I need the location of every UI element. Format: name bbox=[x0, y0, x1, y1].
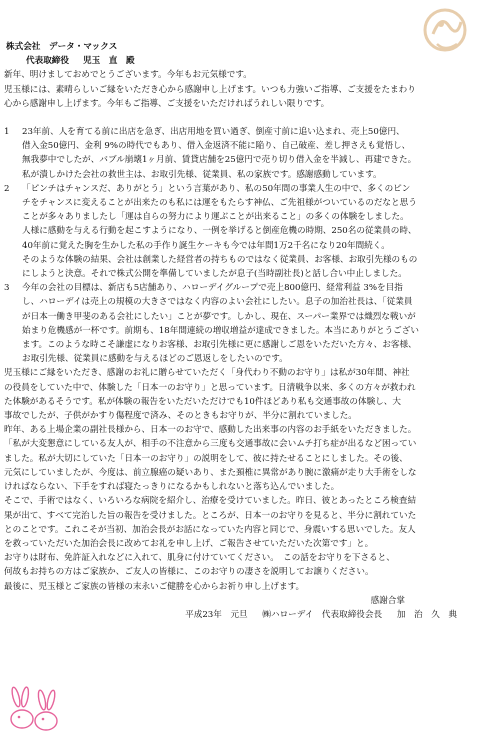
letter-body bbox=[4, 40, 475, 622]
rabbit-illustration bbox=[2, 685, 66, 737]
item-line: し、ハローデイは売上の規模の大きさではなく内容のよい会社にしたい。息子の加治社長は、「従業員 bbox=[22, 297, 413, 308]
body-line: 果が出て、すべて完治した旨の報告を受けました。ところが、日本一のお守りを見ると、半分に割れていた bbox=[4, 510, 417, 521]
body-line: を救っていただいた加治会長に改めてお礼を申し上げ、ご報告させていただいた次第です」と。 bbox=[4, 538, 374, 549]
body-line: 昨年、ある上場企業の副社長様から、日本一のお守で、感動した出来事の内容のお手紙をいただきました。 bbox=[4, 425, 417, 436]
item-line: にしようと決意。それで株式公開を準備していましたが息子(当時副社長)と話し合い中止しました。 bbox=[22, 269, 407, 280]
body-line: 何故もお持ちの方はご家族か、ご友人の皆様に、このお守りの凄さを説明してお譲りください。 bbox=[4, 567, 374, 578]
body-line: の役員をしていた中で、体験した「日本一のお守り」と思っています。日清戦争以来、多くの方々が救われ bbox=[4, 382, 416, 393]
item-line: 無我夢中でしたが、バブル崩壊1ヶ月前、賃貸店舗を25億円で売り切り借入金を半減し、再建できた。 bbox=[22, 155, 417, 166]
item-number: 3 bbox=[4, 283, 10, 294]
item-line: 人様に感動を与える行動を起こすようになり、一例を挙げると倒産危機の時期、250名の従業員の時、 bbox=[22, 226, 417, 237]
body-line: とのことです。これこそが当初、加治会長がお話になっていた内容と同じで、身震いする思いでした。友人 bbox=[4, 524, 416, 535]
body-line: た体験があるそうです。私が体験の報告をいただいただけでも10件ほどあり私も交通事故の体験し、大 bbox=[4, 396, 401, 407]
item-line: ことが多々ありましたし「運は自らの努力により運ぶことが出来ること」の多くの体験をしました。 bbox=[22, 212, 409, 223]
item-line: が日本一働き甲斐のある会社にしたい」ことが夢です。しかし、現在、スーパー業界では熾烈な戦いが bbox=[22, 311, 416, 322]
item-line: 今年の会社の目標は、新店も5店舗あり、ハローデイグループで売上800億円、経常利益 3%を目指 bbox=[22, 283, 403, 294]
body-line: お守りは財布、免許証入れなどに入れて、肌身に付けていてください。 この話をお守りを下さると、 bbox=[4, 553, 395, 564]
intro-line: 心から感謝申し上げます。今年もご指導、ご支援をいただければうれしい限りです。 bbox=[4, 98, 330, 109]
body-line: 事故でしたが、子供がかすり傷程度で済み、そのときもお守りが、半分に割れていました。 bbox=[4, 411, 357, 422]
addressee-title: 代表取締役 bbox=[26, 56, 69, 67]
body-line: 児玉様にご縁をいただき、感謝のお礼に贈らせていただく「身代わり不動のお守り」は私が30年間、神社 bbox=[4, 368, 410, 379]
signature bbox=[4, 608, 457, 622]
item-line: ます。このような時こそ謙虚になりお客様、お取引先様に更に感謝しご恩をいただいた方々、お客様、 bbox=[22, 340, 417, 351]
body-line: そこで、手術ではなく、いろいろな病院を紹介し、治療を受けていました。昨日、彼とあったところ検査結 bbox=[4, 496, 417, 507]
body-line: 最後に、児玉様とご家族の皆様の末永いご健勝を心からお祈り申し上げます。 bbox=[4, 581, 305, 592]
item-body bbox=[22, 182, 475, 281]
item-line: 40年前に覚えた胸を生かした私の手作り誕生ケーキも今では年間1万2千名になり20年間続く。 bbox=[22, 240, 390, 251]
item-line: 「ピンチはチャンスだ、ありがとう」という言葉があり、私の50年間の事業人生の中で、多くのピン bbox=[22, 183, 411, 194]
item-body bbox=[22, 125, 475, 182]
intro-line: 児玉様には、素晴らしいご縁をいただき心から感謝申し上げます。いつも力強いご指導、ご支援をたまわり bbox=[4, 84, 416, 95]
item-number: 2 bbox=[4, 183, 10, 194]
body-line: ければならない、下手をすれば寝たっきりになるかもしれないと落ち込んでいました。 bbox=[4, 482, 340, 493]
item-line: お取引先様、従業員に感動を与えるほどのご恩返しをしたいのです。 bbox=[22, 354, 288, 365]
signature-name: 加 治 久 典 bbox=[396, 609, 457, 620]
item-line: 始まり危機感が一杯です。前期も、18年間連続の増収増益が達成できました。本当にありがとうござい bbox=[22, 325, 419, 336]
addressee-company: 株式会社 データ・マックス bbox=[6, 42, 118, 52]
body-line: ました。私が大切にしていた「日本一のお守り」の説明をして、彼に持たせることにしました。その後、 bbox=[4, 453, 408, 464]
item-line: そのような体験の結果、会社は創業した経営者の持ちものではなく従業員、お客様、お取引先様のもの bbox=[22, 254, 418, 265]
body-line: 元気にしていましたが、今度は、前立腺癌の疑いあり、また頚椎に異常があり腕に激痛が走り大手術をしな bbox=[4, 467, 417, 478]
signature-date: 平成23年 元旦 bbox=[185, 609, 248, 620]
item-line: 借入金50億円、金利 9%の時代でもあり、借入金返済不能に陥り、自己破産、差し押さえも覚悟し、 bbox=[22, 141, 411, 152]
addressee-name: 児玉 直 殿 bbox=[82, 56, 135, 67]
list-item bbox=[4, 281, 475, 366]
closing-phrase: 感謝合掌 bbox=[370, 595, 405, 606]
list-item bbox=[4, 125, 475, 182]
item-line: チをチャンスに変えることが出来たのも私には運をもたらす神仏、ご先祖様がついているのだなと思う bbox=[22, 198, 417, 209]
list-item bbox=[4, 182, 475, 281]
addressee-line bbox=[26, 54, 475, 68]
item-line: 23年前、人を育てる前に出店を急ぎ、出店用地を買い過ぎ、倒産寸前に追い込まれ、売上50億円、 bbox=[22, 127, 405, 138]
item-line: 私が潰しかけた会社の救世主は、お取引先様、従業員、私の家族です。感謝感動しています。 bbox=[22, 169, 382, 180]
item-body bbox=[22, 281, 475, 366]
greeting: 新年、明けましておめでとうございます。今年もお元気様です。 bbox=[4, 70, 252, 81]
item-number: 1 bbox=[4, 127, 10, 138]
body-line: 「私が大変懇意にしている友人が、相手の不注意から三度も交通事故に会いムチ打ち症が出るなど困ってい bbox=[4, 439, 417, 450]
spacer bbox=[4, 111, 475, 125]
signature-company: ㈱ハローデイ 代表取締役会長 bbox=[262, 609, 383, 620]
